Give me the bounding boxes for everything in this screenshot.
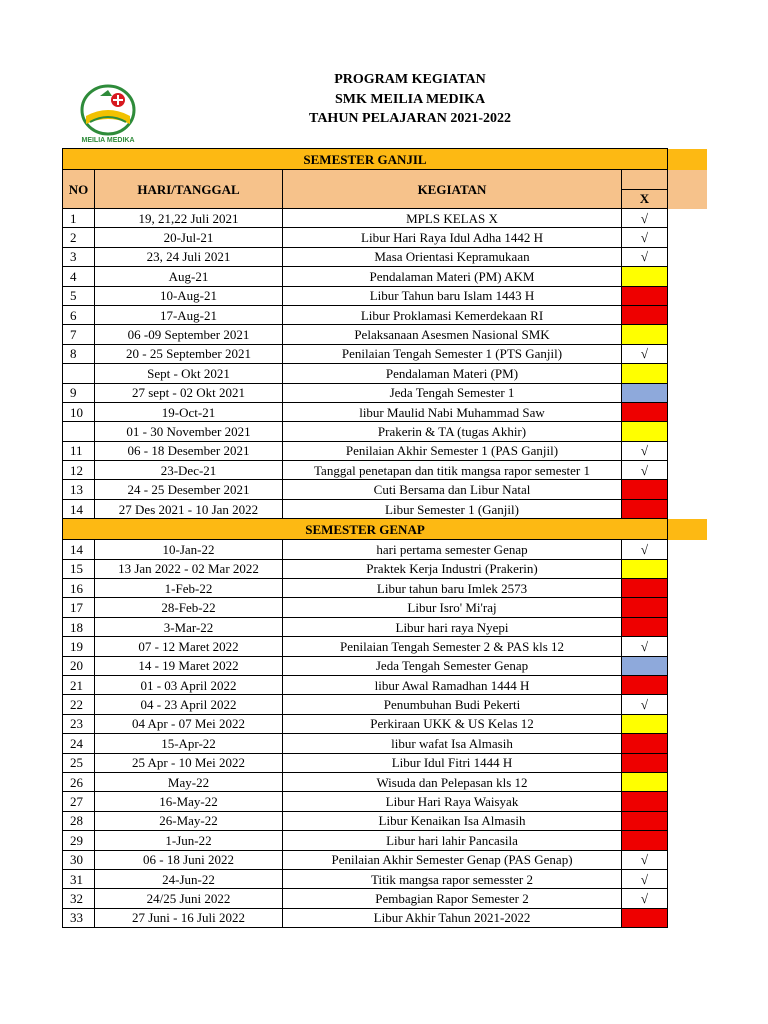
row-number: 13 xyxy=(63,480,95,499)
row-activity: MPLS KELAS X xyxy=(283,209,622,228)
table-row xyxy=(63,792,708,811)
row-tail xyxy=(668,675,708,694)
row-date: 06 - 18 Juni 2022 xyxy=(95,850,283,869)
row-number: 9 xyxy=(63,383,95,402)
row-activity: Penilaian Tengah Semester 2 & PAS kls 12 xyxy=(283,637,622,656)
row-mark: √ xyxy=(622,869,668,888)
table-row xyxy=(63,734,708,753)
row-tail xyxy=(668,441,708,460)
row-tail xyxy=(668,695,708,714)
row-number: 19 xyxy=(63,637,95,656)
row-date: 19-Oct-21 xyxy=(95,402,283,421)
row-mark: √ xyxy=(622,889,668,908)
row-mark: √ xyxy=(622,441,668,460)
table-row xyxy=(63,540,708,559)
row-date: 28-Feb-22 xyxy=(95,598,283,617)
row-date: 1-Jun-22 xyxy=(95,831,283,850)
header-tail xyxy=(668,170,708,190)
row-number: 27 xyxy=(63,792,95,811)
row-date: 24 - 25 Desember 2021 xyxy=(95,480,283,499)
row-number: 25 xyxy=(63,753,95,772)
row-number: 5 xyxy=(63,286,95,305)
row-tail xyxy=(668,753,708,772)
row-date: 1-Feb-22 xyxy=(95,579,283,598)
row-tail xyxy=(668,461,708,480)
col-no-header: NO xyxy=(63,170,95,209)
row-activity: Perkiraan UKK & US Kelas 12 xyxy=(283,714,622,733)
row-mark: √ xyxy=(622,850,668,869)
row-tail xyxy=(668,811,708,830)
row-date: 27 Des 2021 - 10 Jan 2022 xyxy=(95,499,283,518)
row-number xyxy=(63,422,95,441)
row-mark: √ xyxy=(622,637,668,656)
school-logo xyxy=(72,82,144,146)
table-row xyxy=(63,889,708,908)
row-date: May-22 xyxy=(95,772,283,791)
row-tail xyxy=(668,286,708,305)
row-tail xyxy=(668,617,708,636)
row-number: 10 xyxy=(63,402,95,421)
row-date: 07 - 12 Maret 2022 xyxy=(95,637,283,656)
row-mark xyxy=(622,364,668,383)
row-date: 04 - 23 April 2022 xyxy=(95,695,283,714)
row-mark xyxy=(622,908,668,927)
row-date: 24/25 Juni 2022 xyxy=(95,889,283,908)
row-mark xyxy=(622,734,668,753)
row-number: 3 xyxy=(63,247,95,266)
row-activity: Wisuda dan Pelepasan kls 12 xyxy=(283,772,622,791)
semester-genap-label: SEMESTER GENAP xyxy=(63,519,668,540)
table-row xyxy=(63,831,708,850)
row-activity: hari pertama semester Genap xyxy=(283,540,622,559)
row-number: 32 xyxy=(63,889,95,908)
table-row xyxy=(63,772,708,791)
title-line-1: PROGRAM KEGIATAN xyxy=(334,72,486,87)
row-activity: Libur Hari Raya Waisyak xyxy=(283,792,622,811)
row-number: 8 xyxy=(63,344,95,363)
row-tail xyxy=(668,889,708,908)
row-activity: Jeda Tengah Semester Genap xyxy=(283,656,622,675)
row-tail xyxy=(668,267,708,286)
table-row xyxy=(63,344,708,363)
row-mark xyxy=(622,811,668,830)
row-date: 04 Apr - 07 Mei 2022 xyxy=(95,714,283,733)
table-row xyxy=(63,617,708,636)
schedule-table xyxy=(62,148,708,928)
row-number: 33 xyxy=(63,908,95,927)
row-date: 20-Jul-21 xyxy=(95,228,283,247)
col-activity-header: KEGIATAN xyxy=(283,170,622,209)
row-tail xyxy=(668,772,708,791)
table-row xyxy=(63,209,708,228)
row-mark xyxy=(622,499,668,518)
row-tail xyxy=(668,831,708,850)
row-date: 26-May-22 xyxy=(95,811,283,830)
row-mark: √ xyxy=(622,695,668,714)
row-date: Aug-21 xyxy=(95,267,283,286)
semester-ganjil-label: SEMESTER GANJIL xyxy=(63,149,668,170)
row-mark xyxy=(622,792,668,811)
row-mark xyxy=(622,383,668,402)
row-number: 6 xyxy=(63,305,95,324)
row-mark xyxy=(622,402,668,421)
row-activity: Libur Tahun baru Islam 1443 H xyxy=(283,286,622,305)
row-number: 14 xyxy=(63,499,95,518)
row-tail xyxy=(668,869,708,888)
row-mark xyxy=(622,753,668,772)
row-tail xyxy=(668,579,708,598)
table-row xyxy=(63,247,708,266)
row-tail xyxy=(668,480,708,499)
row-activity: Penilaian Akhir Semester Genap (PAS Genap) xyxy=(283,850,622,869)
row-number: 29 xyxy=(63,831,95,850)
row-activity: Praktek Kerja Industri (Prakerin) xyxy=(283,559,622,578)
row-mark xyxy=(622,480,668,499)
row-mark: √ xyxy=(622,461,668,480)
row-activity: Libur Idul Fitri 1444 H xyxy=(283,753,622,772)
table-row xyxy=(63,598,708,617)
table-row xyxy=(63,675,708,694)
row-number: 30 xyxy=(63,850,95,869)
row-activity: Libur Proklamasi Kemerdekaan RI xyxy=(283,305,622,324)
row-mark xyxy=(622,675,668,694)
row-mark xyxy=(622,772,668,791)
row-number: 1 xyxy=(63,209,95,228)
row-tail xyxy=(668,402,708,421)
row-date: 25 Apr - 10 Mei 2022 xyxy=(95,753,283,772)
row-number: 24 xyxy=(63,734,95,753)
header-row xyxy=(63,170,708,190)
row-date: 10-Jan-22 xyxy=(95,540,283,559)
row-activity: Penilaian Akhir Semester 1 (PAS Ganjil) xyxy=(283,441,622,460)
row-number: 20 xyxy=(63,656,95,675)
row-number: 23 xyxy=(63,714,95,733)
col-mark-header-top xyxy=(622,170,668,190)
row-number: 15 xyxy=(63,559,95,578)
table-row xyxy=(63,579,708,598)
row-tail xyxy=(668,559,708,578)
row-date: 19, 21,22 Juli 2021 xyxy=(95,209,283,228)
row-activity: Libur hari lahir Pancasila xyxy=(283,831,622,850)
row-activity: Pembagian Rapor Semester 2 xyxy=(283,889,622,908)
row-activity: Libur tahun baru Imlek 2573 xyxy=(283,579,622,598)
row-number: 17 xyxy=(63,598,95,617)
row-date: 3-Mar-22 xyxy=(95,617,283,636)
table-row xyxy=(63,228,708,247)
row-date: 23-Dec-21 xyxy=(95,461,283,480)
row-activity: Titik mangsa rapor semesster 2 xyxy=(283,869,622,888)
row-number: 21 xyxy=(63,675,95,694)
row-mark xyxy=(622,831,668,850)
row-mark xyxy=(622,325,668,344)
row-tail xyxy=(668,422,708,441)
row-tail xyxy=(668,734,708,753)
row-mark: √ xyxy=(622,540,668,559)
row-activity: Penilaian Tengah Semester 1 (PTS Ganjil) xyxy=(283,344,622,363)
table-row xyxy=(63,383,708,402)
col-date-header: HARI/TANGGAL xyxy=(95,170,283,209)
row-tail xyxy=(668,656,708,675)
table-row xyxy=(63,559,708,578)
row-tail xyxy=(668,598,708,617)
row-mark xyxy=(622,267,668,286)
row-tail xyxy=(668,637,708,656)
table-row xyxy=(63,325,708,344)
row-mark xyxy=(622,714,668,733)
row-date: 15-Apr-22 xyxy=(95,734,283,753)
row-activity: Pendalaman Materi (PM) xyxy=(283,364,622,383)
table-row xyxy=(63,637,708,656)
row-number: 28 xyxy=(63,811,95,830)
semester-ganjil-row xyxy=(63,149,708,170)
row-date: 14 - 19 Maret 2022 xyxy=(95,656,283,675)
row-tail xyxy=(668,364,708,383)
row-mark: √ xyxy=(622,209,668,228)
title-line-3: TAHUN PELAJARAN 2021-2022 xyxy=(309,111,511,126)
row-mark: √ xyxy=(622,228,668,247)
row-date: 10-Aug-21 xyxy=(95,286,283,305)
table-row xyxy=(63,908,708,927)
row-mark xyxy=(622,617,668,636)
row-tail xyxy=(668,792,708,811)
col-mark-header: X xyxy=(622,189,668,209)
row-tail xyxy=(668,714,708,733)
row-date: Sept - Okt 2021 xyxy=(95,364,283,383)
table-row xyxy=(63,850,708,869)
logo-caption: MEILIA MEDIKA xyxy=(81,137,135,144)
row-date: 23, 24 Juli 2021 xyxy=(95,247,283,266)
row-date: 24-Jun-22 xyxy=(95,869,283,888)
table-row xyxy=(63,753,708,772)
row-tail xyxy=(668,247,708,266)
row-date: 20 - 25 September 2021 xyxy=(95,344,283,363)
header-tail-2 xyxy=(668,189,708,209)
row-tail xyxy=(668,305,708,324)
row-activity: Libur Kenaikan Isa Almasih xyxy=(283,811,622,830)
row-activity: Masa Orientasi Kepramukaan xyxy=(283,247,622,266)
row-number xyxy=(63,364,95,383)
table-row xyxy=(63,695,708,714)
document-title xyxy=(260,70,560,129)
row-mark xyxy=(622,598,668,617)
row-date: 27 sept - 02 Okt 2021 xyxy=(95,383,283,402)
row-number: 2 xyxy=(63,228,95,247)
row-mark: √ xyxy=(622,344,668,363)
row-tail xyxy=(668,325,708,344)
row-activity: Libur Akhir Tahun 2021-2022 xyxy=(283,908,622,927)
row-date: 06 -09 September 2021 xyxy=(95,325,283,344)
row-activity: libur Awal Ramadhan 1444 H xyxy=(283,675,622,694)
row-tail xyxy=(668,344,708,363)
row-mark xyxy=(622,422,668,441)
semester-genap-row xyxy=(63,519,708,540)
row-mark: √ xyxy=(622,247,668,266)
row-date: 06 - 18 Desember 2021 xyxy=(95,441,283,460)
row-number: 14 xyxy=(63,540,95,559)
row-activity: Libur Isro' Mi'raj xyxy=(283,598,622,617)
row-number: 12 xyxy=(63,461,95,480)
row-mark xyxy=(622,559,668,578)
row-number: 7 xyxy=(63,325,95,344)
semester-bar-tail xyxy=(668,519,708,540)
row-activity: Libur Semester 1 (Ganjil) xyxy=(283,499,622,518)
row-mark xyxy=(622,656,668,675)
table-row xyxy=(63,869,708,888)
table-row xyxy=(63,402,708,421)
table-row xyxy=(63,441,708,460)
row-activity: Pelaksanaan Asesmen Nasional SMK xyxy=(283,325,622,344)
row-date: 01 - 03 April 2022 xyxy=(95,675,283,694)
table-row xyxy=(63,714,708,733)
row-number: 18 xyxy=(63,617,95,636)
row-activity: Pendalaman Materi (PM) AKM xyxy=(283,267,622,286)
row-tail xyxy=(668,209,708,228)
table-row xyxy=(63,656,708,675)
row-tail xyxy=(668,540,708,559)
row-date: 17-Aug-21 xyxy=(95,305,283,324)
row-date: 13 Jan 2022 - 02 Mar 2022 xyxy=(95,559,283,578)
row-number: 22 xyxy=(63,695,95,714)
row-activity: Cuti Bersama dan Libur Natal xyxy=(283,480,622,499)
semester-bar-tail xyxy=(668,149,708,170)
row-tail xyxy=(668,850,708,869)
row-date: 27 Juni - 16 Juli 2022 xyxy=(95,908,283,927)
row-mark xyxy=(622,579,668,598)
row-activity: libur Maulid Nabi Muhammad Saw xyxy=(283,402,622,421)
row-activity: Jeda Tengah Semester 1 xyxy=(283,383,622,402)
table-row xyxy=(63,461,708,480)
row-mark xyxy=(622,286,668,305)
row-number: 16 xyxy=(63,579,95,598)
table-row xyxy=(63,422,708,441)
row-activity: Libur Hari Raya Idul Adha 1442 H xyxy=(283,228,622,247)
row-tail xyxy=(668,383,708,402)
table-row xyxy=(63,480,708,499)
row-date: 01 - 30 November 2021 xyxy=(95,422,283,441)
row-tail xyxy=(668,228,708,247)
table-row xyxy=(63,286,708,305)
row-activity: Prakerin & TA (tugas Akhir) xyxy=(283,422,622,441)
schedule-body xyxy=(63,149,708,928)
row-activity: Penumbuhan Budi Pekerti xyxy=(283,695,622,714)
row-tail xyxy=(668,499,708,518)
table-row xyxy=(63,499,708,518)
title-line-2: SMK MEILIA MEDIKA xyxy=(334,91,486,107)
row-activity: Libur hari raya Nyepi xyxy=(283,617,622,636)
row-number: 31 xyxy=(63,869,95,888)
row-number: 11 xyxy=(63,441,95,460)
row-activity: Tanggal penetapan dan titik mangsa rapor semester 1 xyxy=(283,461,622,480)
row-activity: libur wafat Isa Almasih xyxy=(283,734,622,753)
row-date: 16-May-22 xyxy=(95,792,283,811)
table-row xyxy=(63,364,708,383)
table-row xyxy=(63,811,708,830)
row-mark xyxy=(622,305,668,324)
row-number: 26 xyxy=(63,772,95,791)
table-row xyxy=(63,305,708,324)
row-number: 4 xyxy=(63,267,95,286)
row-tail xyxy=(668,908,708,927)
table-row xyxy=(63,267,708,286)
